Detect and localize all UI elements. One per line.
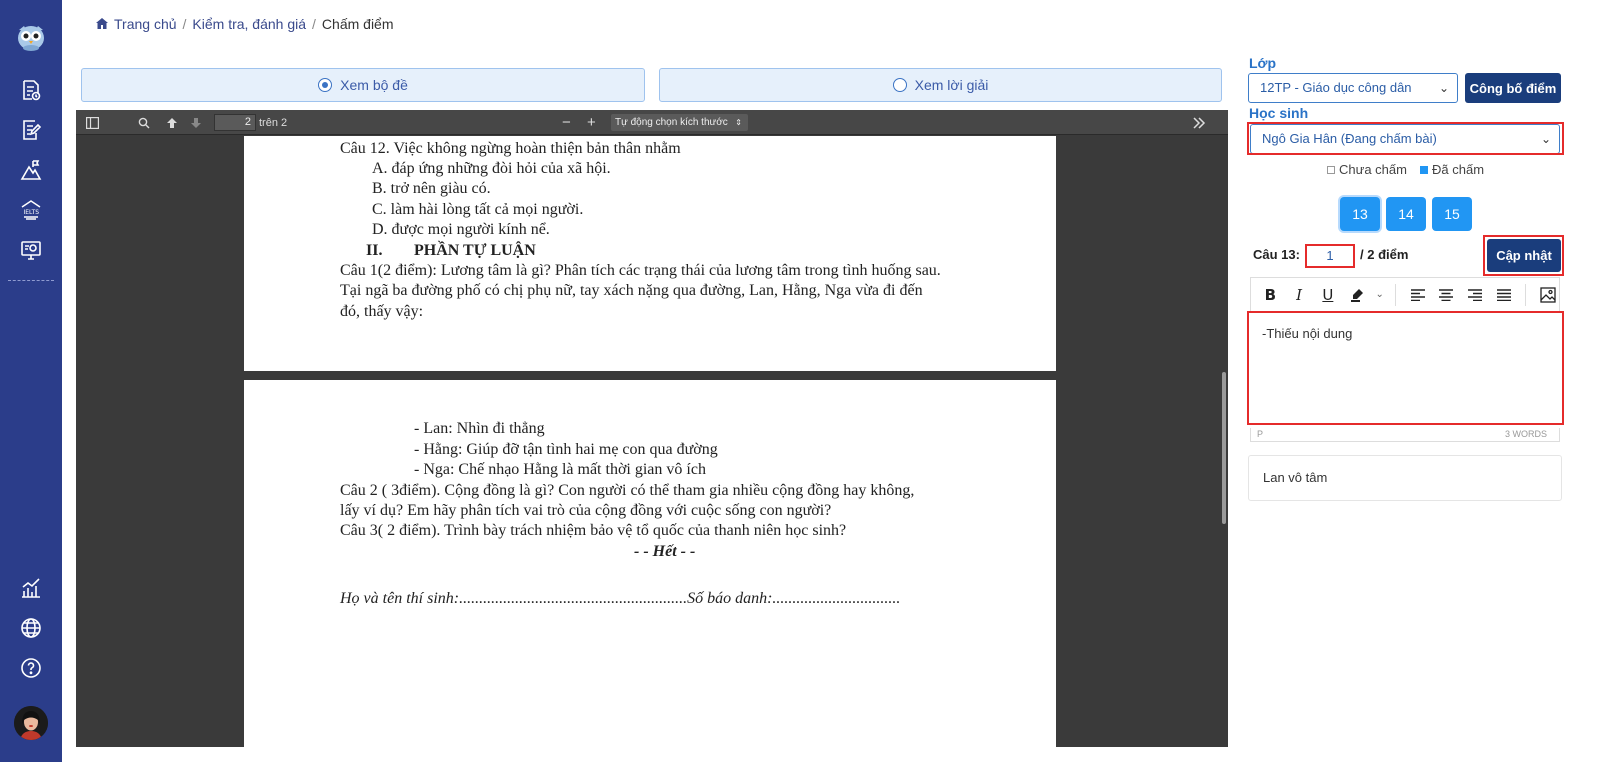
chevron-down-icon[interactable]: ⌄ bbox=[1375, 289, 1384, 300]
view-exam-button[interactable] bbox=[81, 68, 645, 102]
class-select-value: 12TP - Giáo dục công dân bbox=[1260, 80, 1412, 95]
student-label: Học sinh bbox=[1249, 105, 1309, 121]
insert-image-icon[interactable] bbox=[1536, 283, 1559, 307]
editor-statusbar bbox=[1250, 428, 1560, 442]
text-line: D. được mọi người kính nể. bbox=[372, 221, 550, 238]
text-line: Câu 2 ( 3điểm). Cộng đồng là gì? Con người có thể tham gia nhiều cộng đồng hay không, bbox=[340, 482, 915, 499]
pdf-pages[interactable] bbox=[76, 136, 1228, 747]
question-14-button[interactable]: 14 bbox=[1386, 197, 1426, 231]
class-label: Lớp bbox=[1249, 55, 1277, 71]
ungraded-square-icon bbox=[1327, 166, 1335, 174]
zoom-select[interactable] bbox=[611, 114, 748, 131]
breadcrumb-separator: / bbox=[182, 16, 187, 32]
student-select-value: Ngô Gia Hân (Đang chấm bài) bbox=[1262, 131, 1437, 146]
section-number: II. bbox=[366, 242, 383, 259]
toolbar-separator bbox=[1395, 284, 1396, 306]
radio-selected-icon bbox=[318, 78, 332, 92]
home-icon[interactable] bbox=[96, 16, 108, 32]
sidebar-toggle-icon[interactable] bbox=[86, 115, 99, 130]
text-line: - Nga: Chế nhạo Hằng là mất thời gian vô ích bbox=[414, 461, 706, 478]
editor-highlight bbox=[1247, 311, 1564, 425]
publish-scores-button[interactable]: Công bố điểm bbox=[1465, 73, 1561, 103]
previous-page-icon[interactable] bbox=[166, 115, 178, 130]
text-line: đó, thấy vậy: bbox=[340, 303, 424, 320]
next-page-icon[interactable] bbox=[190, 115, 202, 130]
editor-toolbar bbox=[1250, 277, 1560, 311]
pdf-toolbar bbox=[76, 110, 1228, 135]
question-15-button[interactable]: 15 bbox=[1432, 197, 1472, 231]
search-icon[interactable] bbox=[138, 115, 150, 130]
more-tools-icon[interactable] bbox=[1192, 115, 1206, 130]
pdf-page-2 bbox=[244, 380, 1056, 747]
monitor-icon[interactable] bbox=[19, 238, 43, 262]
breadcrumb-current: Chấm điểm bbox=[321, 16, 394, 32]
text-line: Câu 12. Việc không ngừng hoàn thiện bản thân nhằm bbox=[340, 140, 681, 157]
legend-graded-label: Đã chấm bbox=[1432, 162, 1485, 177]
class-select[interactable] bbox=[1248, 73, 1458, 103]
text-line: C. làm hài lòng tất cả mọi người. bbox=[372, 201, 584, 218]
italic-icon[interactable]: I bbox=[1296, 285, 1303, 304]
help-icon[interactable] bbox=[19, 656, 43, 680]
breadcrumb-home[interactable]: Trang chủ bbox=[114, 16, 177, 32]
view-exam-label: Xem bộ đề bbox=[340, 77, 408, 93]
underline-icon[interactable]: U bbox=[1322, 285, 1334, 304]
globe-icon[interactable] bbox=[19, 616, 43, 640]
text-line: Tại ngã ba đường phố có chị phụ nữ, tay xách nặng qua đường, Lan, Hằng, Nga vừa đi đến bbox=[340, 282, 923, 299]
breadcrumb-section[interactable]: Kiểm tra, đánh giá bbox=[192, 16, 307, 32]
legend-graded bbox=[1420, 162, 1484, 177]
student-highlight bbox=[1247, 122, 1564, 155]
page-scrollbar[interactable] bbox=[1222, 372, 1226, 524]
pdf-page-1 bbox=[244, 136, 1056, 371]
score-input[interactable]: 1 bbox=[1305, 244, 1355, 268]
ielts-icon[interactable] bbox=[19, 198, 43, 222]
align-justify-icon[interactable] bbox=[1493, 283, 1516, 307]
align-center-icon[interactable] bbox=[1435, 283, 1458, 307]
ielts-text: IELTS bbox=[23, 209, 40, 216]
section-heading: PHẦN TỰ LUẬN bbox=[414, 242, 536, 259]
end-marker: - - Hết - - bbox=[634, 543, 696, 560]
text-line: lấy ví dụ? Em hãy phân tích vai trò của cộng đồng với cuộc sống con người? bbox=[340, 502, 832, 519]
bold-icon[interactable]: B bbox=[1264, 285, 1277, 304]
toolbar-separator bbox=[1525, 284, 1526, 306]
radio-unselected-icon bbox=[893, 78, 907, 92]
logo-owl-icon[interactable] bbox=[15, 22, 47, 52]
align-right-icon[interactable] bbox=[1464, 283, 1487, 307]
comment-text: -Thiếu nội dung bbox=[1262, 326, 1353, 341]
question-13-button[interactable]: 13 bbox=[1340, 197, 1380, 231]
zoom-select-label: Tự động chọn kích thước bbox=[615, 117, 728, 128]
score-label: Câu 13: bbox=[1253, 247, 1300, 262]
graded-square-icon bbox=[1420, 166, 1428, 174]
text-line: B. trở nên giàu có. bbox=[372, 180, 491, 197]
breadcrumb bbox=[96, 16, 394, 32]
pdf-viewer bbox=[76, 110, 1228, 747]
zoom-in-button[interactable]: + bbox=[587, 114, 596, 131]
left-sidebar bbox=[0, 0, 62, 762]
text-line: - Lan: Nhìn đi thẳng bbox=[414, 420, 545, 437]
highlighter-icon[interactable] bbox=[1345, 283, 1368, 307]
status-path: P bbox=[1257, 429, 1264, 439]
mountain-chart-icon[interactable] bbox=[19, 158, 43, 182]
text-line: Câu 1(2 điểm): Lương tâm là gì? Phân tích các trạng thái của lương tâm trong tình huống sau. bbox=[340, 262, 941, 279]
updown-chevron-icon: ⇕ bbox=[735, 118, 742, 127]
page-number-input[interactable]: 2 bbox=[214, 114, 256, 131]
exam-list-icon[interactable] bbox=[19, 78, 43, 102]
legend-ungraded bbox=[1327, 162, 1407, 177]
view-solution-button[interactable] bbox=[659, 68, 1222, 102]
text-line: - Hằng: Giúp đỡ tận tình hai mẹ con qua đường bbox=[414, 441, 718, 458]
view-solution-label: Xem lời giải bbox=[914, 77, 989, 93]
text-line: A. đáp ứng những đòi hỏi của xã hội. bbox=[372, 160, 611, 177]
text-line: Câu 3( 2 điểm). Trình bày trách nhiệm bảo vệ tổ quốc của thanh niên học sinh? bbox=[340, 522, 847, 539]
chevron-down-icon: ⌄ bbox=[1540, 132, 1551, 146]
legend-ungraded-label: Chưa chấm bbox=[1339, 162, 1407, 177]
sidebar-divider bbox=[8, 280, 54, 281]
page-total-label: trên 2 bbox=[259, 116, 288, 129]
student-answer-card bbox=[1248, 455, 1562, 501]
student-answer-text: Lan vô tâm bbox=[1263, 470, 1328, 485]
score-max-label: / 2 điểm bbox=[1360, 247, 1409, 262]
zoom-out-button[interactable]: − bbox=[562, 114, 571, 131]
word-count: 3 WORDS bbox=[1504, 429, 1547, 439]
chevron-down-icon: ⌄ bbox=[1438, 81, 1449, 95]
candidate-info-line: Họ và tên thí sinh:.........................................................Số báo danh:................................ bbox=[340, 590, 901, 607]
breadcrumb-separator: / bbox=[312, 16, 316, 32]
update-button[interactable]: Cập nhật bbox=[1487, 239, 1561, 272]
align-left-icon[interactable] bbox=[1406, 283, 1429, 307]
edit-document-icon[interactable] bbox=[19, 118, 43, 142]
stats-chart-icon[interactable] bbox=[19, 576, 43, 600]
user-avatar[interactable] bbox=[14, 706, 48, 740]
